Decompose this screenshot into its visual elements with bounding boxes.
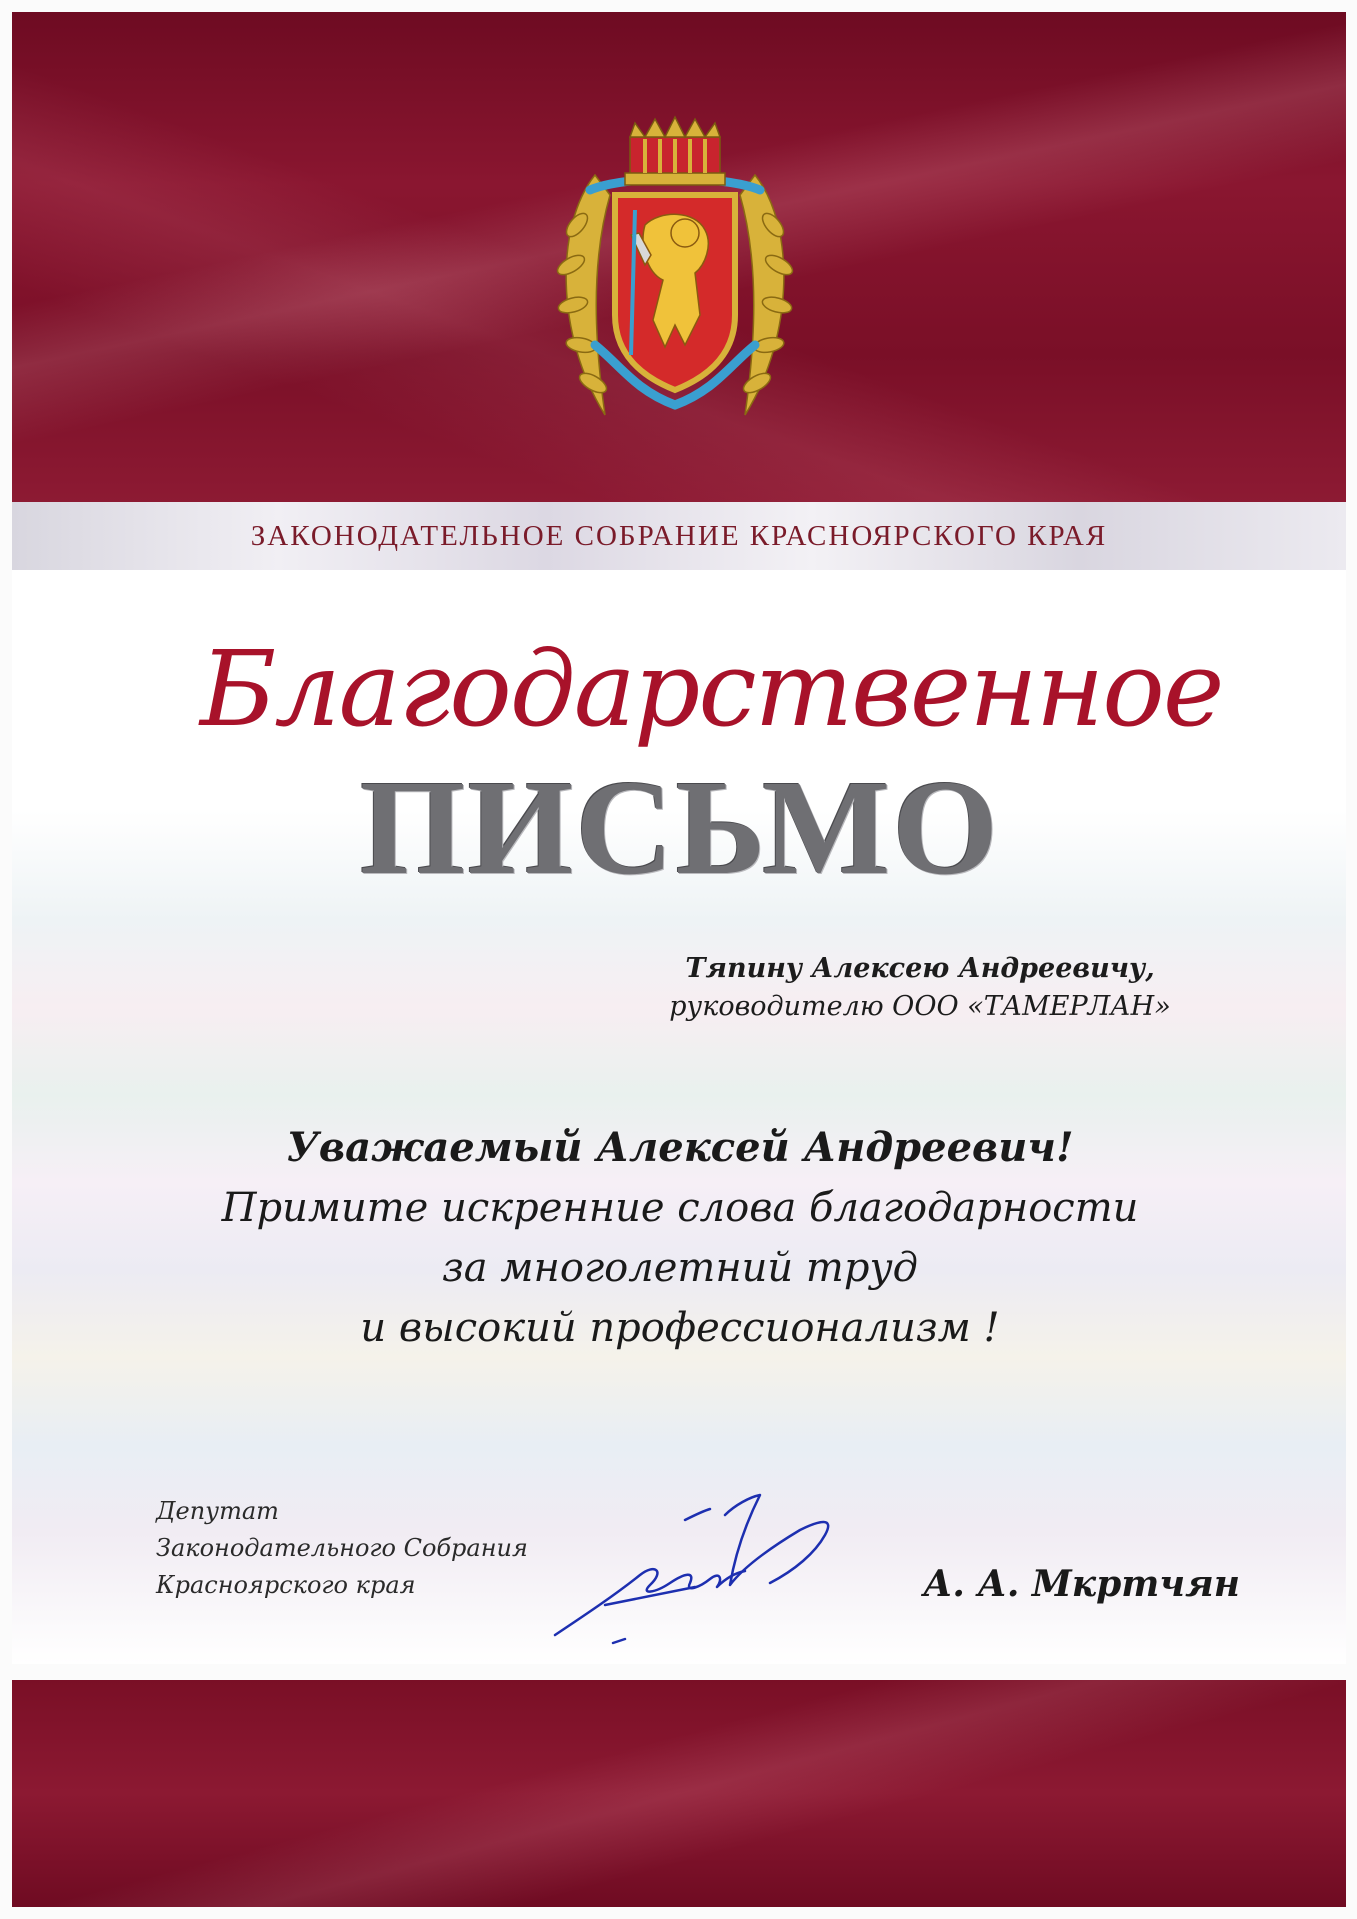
signer-title-line: Законодательного Собрания xyxy=(156,1534,528,1562)
organization-strip xyxy=(12,502,1346,570)
recipient-name: Тяпину Алексею Андреевичу, xyxy=(685,953,1155,984)
title-script-line: Благодарственное xyxy=(200,628,1223,750)
signer-title-block xyxy=(156,1493,596,1604)
handwritten-signature xyxy=(545,1475,875,1645)
organization-name: ЗАКОНОДАТЕЛЬНОЕ СОБРАНИЕ КРАСНОЯРСКОГО КРАЯ xyxy=(250,519,1108,552)
signer-title-line: Депутат xyxy=(156,1497,279,1525)
salutation: Уважаемый Алексей Андреевич! xyxy=(286,1124,1074,1171)
message-block xyxy=(130,1118,1230,1358)
recipient-position: руководителю ООО «ТАМЕРЛАН» xyxy=(669,991,1171,1022)
title-main-line: ПИСЬМО xyxy=(359,753,1001,903)
signer-title-line: Красноярского края xyxy=(156,1571,416,1599)
recipient-block xyxy=(600,950,1240,1026)
signer-name: А. А. Мкртчян xyxy=(923,1563,1240,1605)
bottom-maroon-band xyxy=(12,1680,1346,1907)
message-line: и высокий профессионализм ! xyxy=(360,1305,1000,1351)
message-line: за многолетний труд xyxy=(441,1245,918,1291)
message-line: Примите искренние слова благодарности xyxy=(221,1185,1139,1231)
coat-of-arms-icon xyxy=(535,115,815,445)
